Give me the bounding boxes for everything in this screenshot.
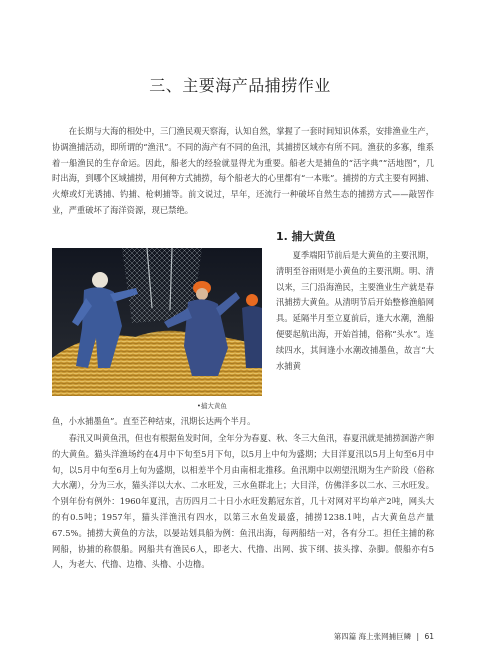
spring-paragraph: 春汛又叫黄鱼汛，但也有根据鱼发时间，全年分为春夏、秋、冬三大鱼汛，春夏汛就是捕捞洄游产卵的大黄鱼。猫头洋渔场约在4月中下旬至5月下旬，以5月上中旬为盛期；大目洋夏汛以5月上旬至6月中旬，以5月中旬至6月上旬为盛期，以相差半个月由南相北推移。鱼汛期中以朔望汛期为生产阶段（俗称大水潮），分为三水，猫头洋以大水、二水旺发，三水鱼群北上；大目洋，仿佛洋多以二水、三水旺发。个别年份有例外：1960年夏汛，吉历四月二十日小水旺发鹅冠东首，几十对网对平均单产2吨，网头大的有0.5吨；1957年，猫头洋渔汛有四水，以第三水鱼发最盛，捕捞1238.1吨，占大黄鱼总产量67.5%。捕捞大黄鱼的方法，以晏站划具船为例：鱼汛出海，每两船结一对，各有分工。担任主捕的称网船，协捕的称偎船。网船共有渔民6人，即老大、代撸、出网、拔下纲、拔头撑、杂脚。偎船亦有5人，为老大、代撸、边橹、头橹、小边橹。 <box>52 433 434 570</box>
fishing-photo-illustration <box>52 248 262 396</box>
side-paragraph: 夏季端阳节前后是大黄鱼的主要汛期，清明至谷雨则是小黄鱼的主要汛期。明、清以来，三门沿海渔民，主要渔业生产就是春汛捕捞大黄鱼。从清明节后开始整修渔船网具。延隔半月至立夏前后，逢大水潮，渔船便要起航出海，开始首捕，俗称“头水”。连续四水，其间逢小水潮改捕墨鱼，故言“大水捕黄 <box>276 250 434 371</box>
page-number: 61 <box>424 632 434 641</box>
footer-part: 第四篇 <box>333 632 357 641</box>
photo-caption: •捕大黄鱼 <box>197 402 227 410</box>
fishing-photo <box>52 248 262 396</box>
continuation-line: 鱼，小水捕墨鱼”。直至芒种结束，汛期长达两个半月。 <box>52 416 256 426</box>
footer-separator: | <box>416 632 420 641</box>
section-title: 三、主要海产品捕捞作业 <box>149 76 331 95</box>
page-footer <box>0 631 434 642</box>
subsection-heading: 1. 捕大黄鱼 <box>276 230 336 243</box>
intro-paragraph: 在长期与大海的相处中，三门渔民观天察海，认知自然，掌握了一套时间知识体系，安排渔业生产，协调渔捕活动，即所谓的“渔汛”。不同的海产有不同的鱼汛，其捕捞区域亦有所不同。渔获的多寡，维系着一船渔民的生存命运。因此，船老大的经验就显得尤为重要。船老大是捕鱼的“活字典”“活地图”，几时出海，到哪个区域捕捞，用何种方式捕捞，每个船老大的心里都有“一本账”。捕捞的方式主要有网捕、火燎或灯光诱捕、钓捕、枪刺捕等。前文说过，早年，还流行一种破坏自然生态的捕捞方式——敲罟作业，严重破坏了海洋资源，现已禁绝。 <box>52 126 434 215</box>
footer-title: 海上张网捕巨鳞 <box>358 632 412 641</box>
